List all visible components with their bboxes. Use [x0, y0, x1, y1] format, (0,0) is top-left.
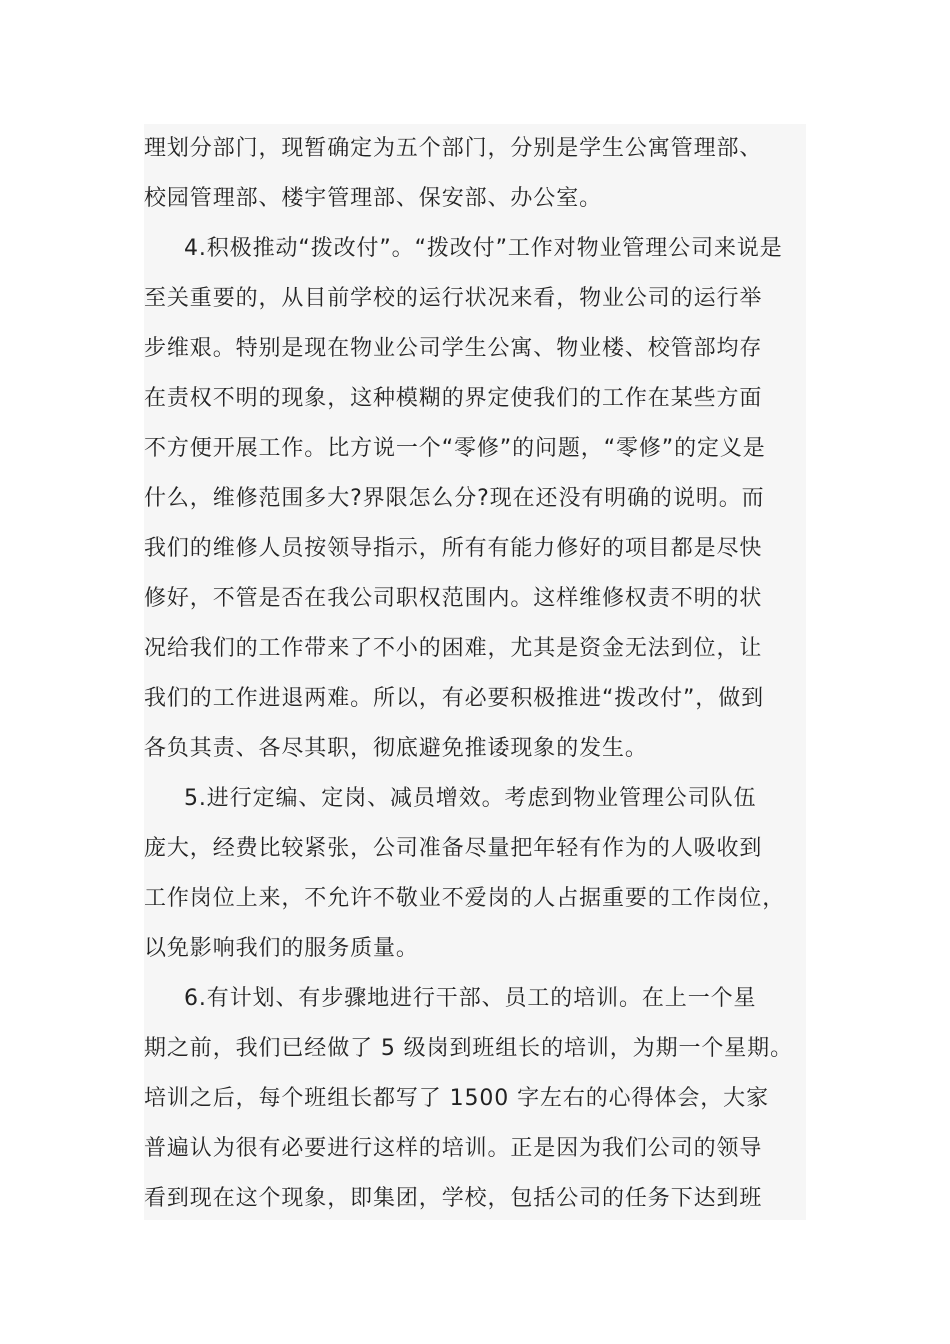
text-line: 培训之后，每个班组长都写了 1500 字左右的心得体会，大家 [144, 1086, 769, 1111]
text-line: 以免影响我们的服务质量。 [144, 936, 419, 961]
paragraph-start-line: 4.积极推动“拨改付”。“拨改付”工作对物业管理公司来说是 [184, 236, 783, 261]
text-line: 期之前，我们已经做了 5 级岗到班组长的培训，为期一个星期。 [144, 1036, 793, 1061]
text-line: 看到现在这个现象，即集团，学校，包括公司的任务下达到班 [144, 1186, 763, 1211]
text-line: 在责权不明的现象，这种模糊的界定使我们的工作在某些方面 [144, 386, 763, 411]
paragraph-start-line: 5.进行定编、定岗、减员增效。考虑到物业管理公司队伍 [184, 786, 757, 811]
text-line: 至关重要的，从目前学校的运行状况来看，物业公司的运行举 [144, 286, 763, 311]
text-line: 况给我们的工作带来了不小的困难，尤其是资金无法到位，让 [144, 636, 763, 661]
text-line: 工作岗位上来，不允许不敬业不爱岗的人占据重要的工作岗位， [144, 886, 786, 911]
text-line: 我们的维修人员按领导指示，所有有能力修好的项目都是尽快 [144, 536, 763, 561]
text-line: 庞大，经费比较紧张，公司准备尽量把年轻有作为的人吸收到 [144, 836, 763, 861]
text-line: 我们的工作进退两难。所以，有必要积极推进“拨改付”，做到 [144, 686, 764, 711]
text-line: 校园管理部、楼宇管理部、保安部、办公室。 [144, 186, 603, 211]
text-line: 不方便开展工作。比方说一个“零修”的问题，“零修”的定义是 [144, 436, 766, 461]
text-line: 修好，不管是否在我公司职权范围内。这样维修权责不明的状 [144, 586, 763, 611]
paragraph-start-line: 6.有计划、有步骤地进行干部、员工的培训。在上一个星 [184, 986, 757, 1011]
text-line: 各负其责、各尽其职，彻底避免推诿现象的发生。 [144, 736, 648, 761]
text-line: 什么，维修范围多大?界限怎么分?现在还没有明确的说明。而 [144, 486, 765, 511]
text-line: 理划分部门，现暂确定为五个部门，分别是学生公寓管理部、 [144, 136, 763, 161]
text-line: 普遍认为很有必要进行这样的培训。正是因为我们公司的领导 [144, 1136, 763, 1161]
text-line: 步维艰。特别是现在物业公司学生公寓、物业楼、校管部均存 [144, 336, 763, 361]
document-body [144, 124, 806, 1220]
